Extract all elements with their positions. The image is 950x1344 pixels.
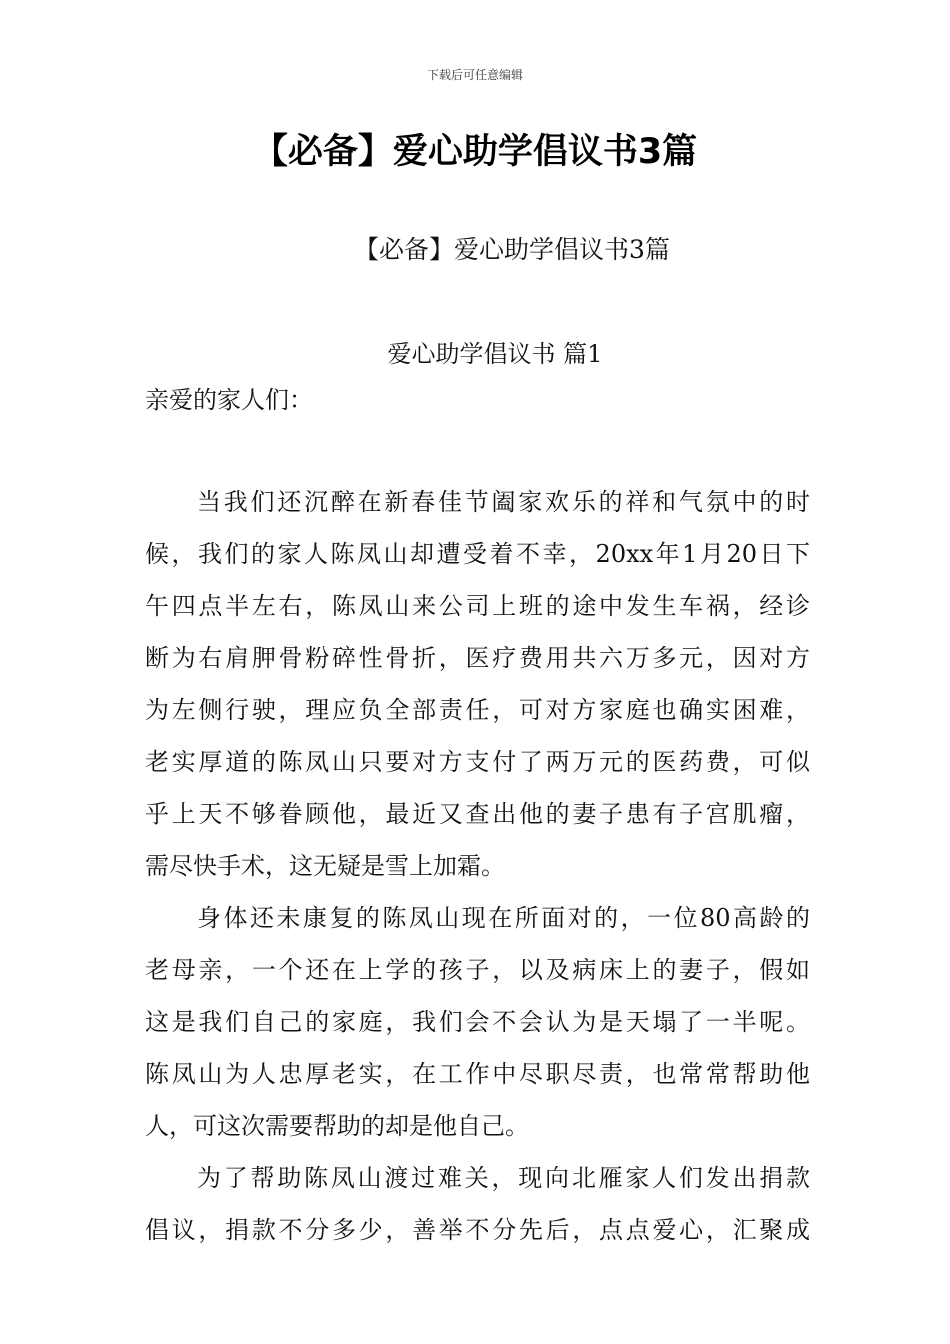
header-note: 下载后可任意编辑 bbox=[426, 68, 523, 82]
paragraph-line: 这是我们自己的家庭，我们会不会认为是天塌了一半呢。 bbox=[145, 1008, 810, 1036]
paragraph-line: 午四点半左右，陈凤山来公司上班的途中发生车祸，经诊 bbox=[145, 592, 810, 620]
document-subtitle: 【必备】爱心助学倡议书3篇 bbox=[354, 235, 670, 264]
paragraph-line: 老实厚道的陈凤山只要对方支付了两万元的医药费，可似 bbox=[145, 748, 810, 776]
paragraph-line: 陈凤山为人忠厚老实，在工作中尽职尽责，也常常帮助他 bbox=[145, 1060, 810, 1088]
document-title: 【必备】爱心助学倡议书3篇 bbox=[252, 132, 698, 172]
greeting: 亲爱的家人们： bbox=[145, 386, 313, 414]
body-text bbox=[145, 476, 810, 1256]
paragraph-line: 为了帮助陈凤山渡过难关，现向北雁家人们发出捐款 bbox=[197, 1164, 810, 1192]
paragraph-line: 身体还未康复的陈凤山现在所面对的，一位80高龄的 bbox=[197, 904, 810, 932]
paragraph-line: 乎上天不够眷顾他，最近又查出他的妻子患有子宫肌瘤， bbox=[145, 800, 810, 828]
paragraph-line: 倡议，捐款不分多少，善举不分先后，点点爱心，汇聚成 bbox=[145, 1216, 810, 1244]
paragraph-line: 人，可这次需要帮助的却是他自己。 bbox=[145, 1112, 529, 1140]
paragraph-line: 候，我们的家人陈凤山却遭受着不幸，20xx年1月20日下 bbox=[145, 540, 810, 568]
paragraph-line: 为左侧行驶，理应负全部责任，可对方家庭也确实困难， bbox=[145, 696, 810, 724]
paragraph-line: 需尽快手术，这无疑是雪上加霜。 bbox=[145, 852, 505, 880]
section-title: 爱心助学倡议书 篇1 bbox=[387, 340, 603, 368]
paragraph-line: 老母亲，一个还在上学的孩子，以及病床上的妻子，假如 bbox=[145, 956, 810, 984]
paragraph-line: 断为右肩胛骨粉碎性骨折，医疗费用共六万多元，因对方 bbox=[145, 644, 810, 672]
paragraph-line: 当我们还沉醉在新春佳节阖家欢乐的祥和气氛中的时 bbox=[197, 488, 810, 516]
